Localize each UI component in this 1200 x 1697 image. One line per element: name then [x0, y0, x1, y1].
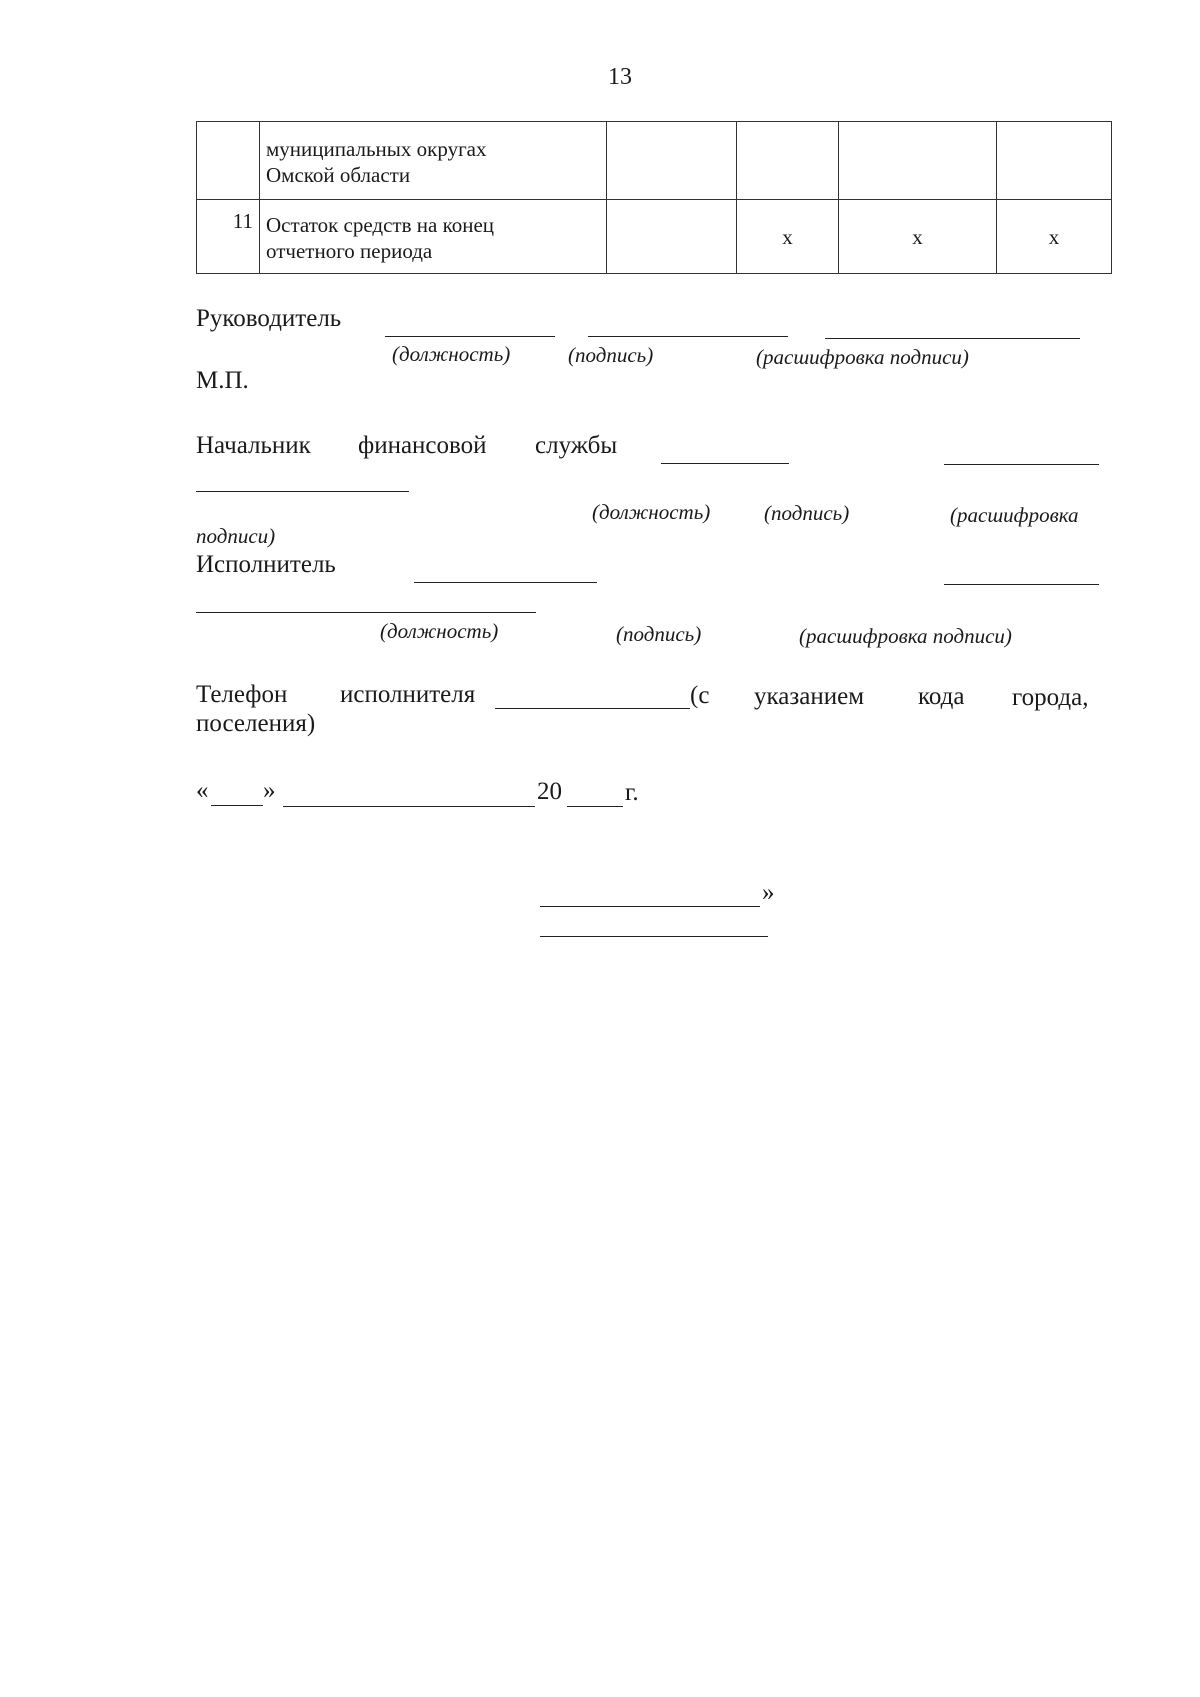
finance-label-word: Начальник: [196, 432, 311, 459]
head-label: Руководитель: [196, 305, 342, 332]
phone-word: исполнителя: [340, 681, 476, 708]
phone-line2: поселения): [196, 710, 316, 737]
finance-decoding-line: [196, 491, 409, 492]
row-description: [260, 200, 607, 274]
row-description-line: отчетного периода: [266, 238, 433, 263]
executor-caption-decoding: (расшифровка подписи): [799, 624, 1012, 648]
executor-decoding-line: [196, 612, 536, 613]
closing-quote: »: [762, 879, 775, 906]
executor-signature-line: [944, 584, 1099, 585]
date-day-line: [211, 805, 263, 806]
row-description-line: Остаток средств на конец: [266, 212, 495, 237]
row-description: [260, 122, 607, 200]
phone-word: указанием: [754, 683, 865, 710]
phone-line: [495, 708, 690, 709]
finance-position-line: [661, 463, 789, 464]
phone-word: города,: [1012, 684, 1089, 711]
head-signature-line: [588, 336, 788, 337]
head-decoding-line: [825, 338, 1080, 339]
row-description-line: муниципальных округах: [266, 136, 487, 161]
report-table: [196, 121, 1112, 274]
closing-line-1: [540, 906, 760, 907]
phone-word: (с: [690, 682, 710, 709]
head-position-line: [385, 336, 555, 337]
phone-word: Телефон: [196, 681, 288, 708]
finance-caption-signature: (подпись): [764, 501, 850, 525]
page-number: 13: [608, 64, 632, 90]
head-caption-decoding: (расшифровка подписи): [756, 345, 969, 369]
finance-signature-line: [944, 464, 1099, 465]
row-number: 11: [197, 200, 260, 274]
table-cell: [607, 200, 737, 274]
executor-caption-position: (должность): [380, 619, 499, 643]
finance-caption-decoding-continued: подписи): [196, 524, 276, 548]
table-cell: [737, 122, 839, 200]
date-month-line: [283, 806, 535, 807]
row-description-line: Омской области: [266, 162, 411, 187]
row-number: [197, 122, 260, 200]
table-cell: [997, 122, 1112, 200]
table-cell: [607, 122, 737, 200]
executor-caption-signature: (подпись): [616, 622, 702, 646]
date-year-prefix: 20: [537, 778, 562, 805]
date-open-quote: «: [196, 777, 209, 804]
table-cell: x: [839, 200, 997, 274]
phone-word: кода: [918, 683, 965, 710]
table-row: [197, 122, 1112, 200]
table-cell: x: [737, 200, 839, 274]
table-cell: x: [997, 200, 1112, 274]
date-year-line: [567, 806, 623, 807]
date-year-suffix: г.: [625, 779, 639, 806]
finance-caption-decoding: (расшифровка: [950, 503, 1079, 527]
finance-label-word: службы: [535, 432, 618, 459]
date-close-quote: »: [263, 777, 276, 804]
table-row: [197, 200, 1112, 274]
executor-position-line: [414, 582, 597, 583]
head-caption-signature: (подпись): [568, 343, 654, 367]
closing-line-2: [540, 936, 768, 937]
table-cell: [839, 122, 997, 200]
finance-caption-position: (должность): [592, 500, 711, 524]
finance-label-word: финансовой: [358, 432, 487, 459]
stamp-mark: М.П.: [196, 367, 249, 394]
executor-label: Исполнитель: [196, 551, 336, 578]
head-caption-position: (должность): [392, 342, 511, 366]
